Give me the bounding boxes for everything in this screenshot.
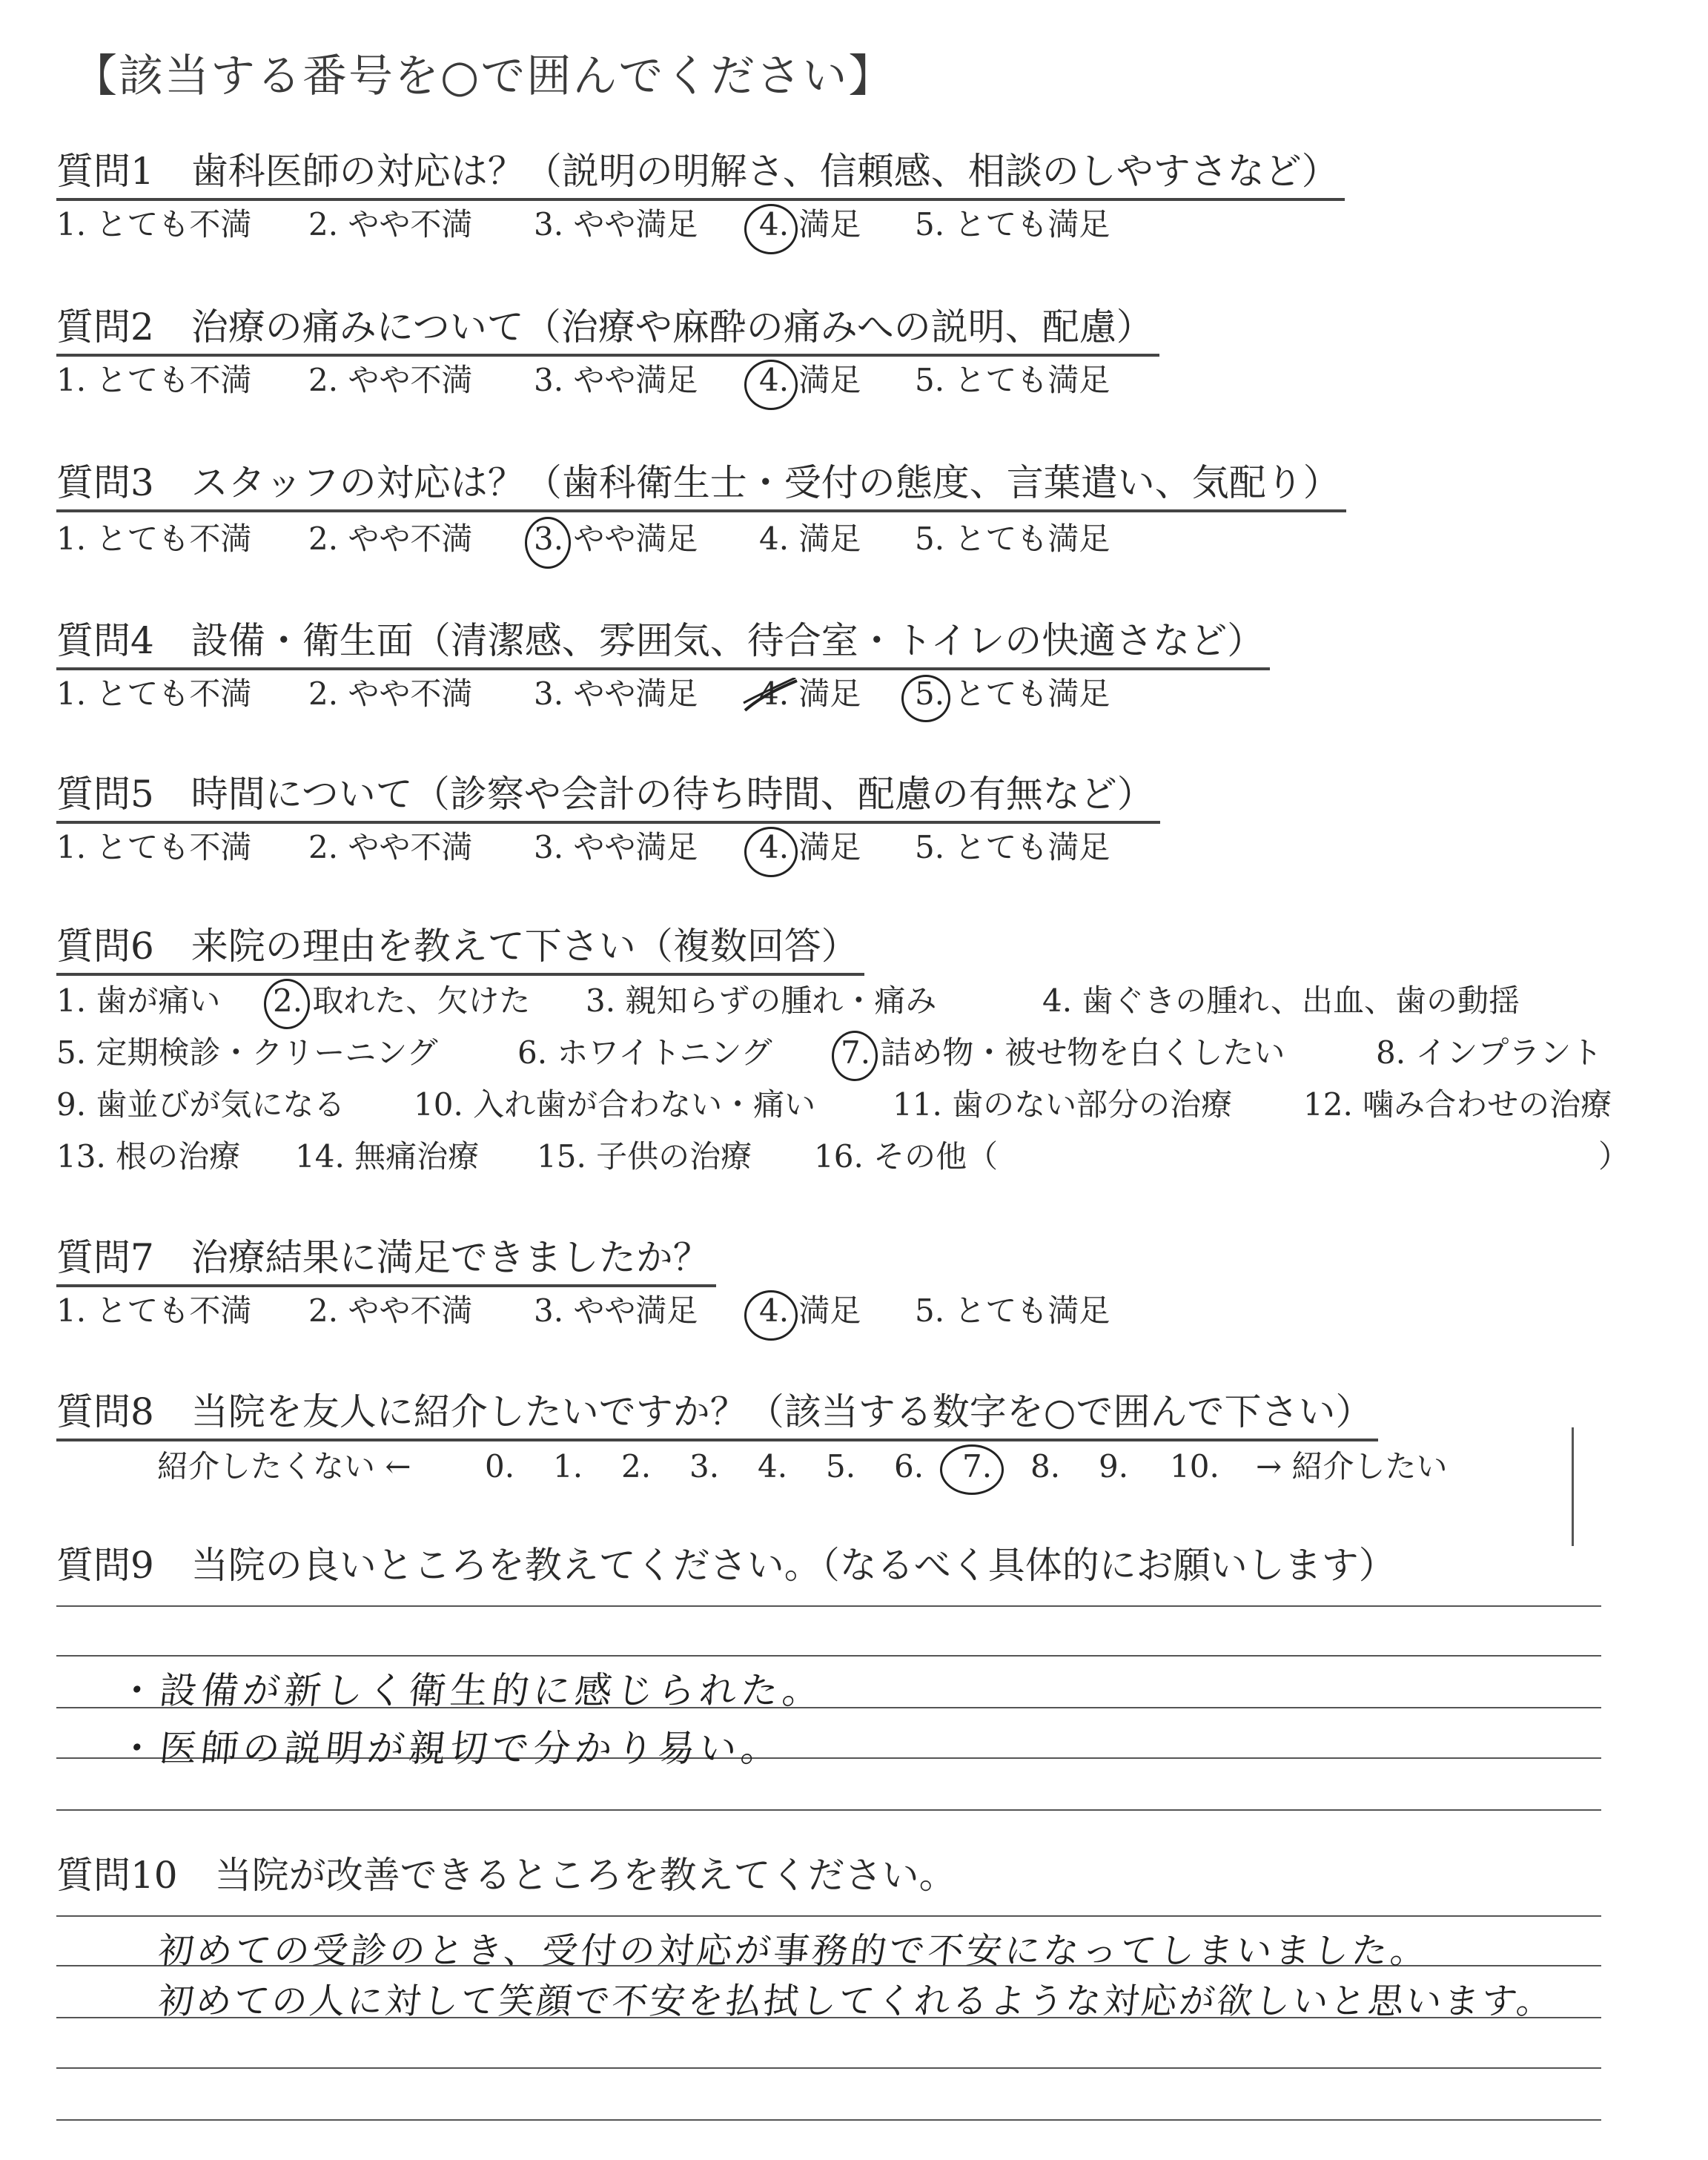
- score-6[interactable]: 6.: [894, 1448, 924, 1484]
- reason-7[interactable]: 7. 詰め物・被せ物を白くしたい: [841, 1034, 1285, 1071]
- option-2[interactable]: 2. やや不満: [308, 206, 473, 242]
- other-close-paren: ）: [1598, 1138, 1630, 1175]
- option-5[interactable]: 5. とても満足: [915, 676, 1110, 712]
- handwritten-answer: ・設備が新しく衛生的に感じられた。: [116, 1669, 827, 1712]
- option-4[interactable]: 4. 満足: [759, 829, 861, 865]
- selection-circle: [744, 360, 798, 410]
- reason-9[interactable]: 9. 歯並びが気になる: [56, 1086, 345, 1123]
- selection-circle: [901, 675, 950, 722]
- reason-10[interactable]: 10. 入れ歯が合わない・痛い: [414, 1086, 816, 1123]
- question-3: [56, 456, 1672, 557]
- question-2: [56, 300, 1672, 398]
- option-3[interactable]: 3. やや満足: [534, 362, 698, 398]
- option-3[interactable]: 3. やや満足: [534, 1292, 698, 1329]
- page-heading: 【該当する番号を○で囲んでください】: [73, 50, 895, 102]
- question-2-title: 質問2 治療の痛みについて（治療や麻酔の痛みへの説明、配慮）: [56, 300, 1159, 357]
- option-1[interactable]: 1. とても不満: [56, 829, 252, 865]
- score-5[interactable]: 5.: [826, 1448, 856, 1484]
- selection-circle: [264, 979, 310, 1029]
- option-2[interactable]: 2. やや不満: [308, 362, 473, 398]
- option-2[interactable]: 2. やや不満: [308, 829, 473, 865]
- answer-rule: [56, 1655, 1601, 1657]
- score-3[interactable]: 3.: [689, 1448, 720, 1484]
- reason-3[interactable]: 3. 親知らずの腫れ・痛み: [586, 982, 937, 1019]
- reason-12[interactable]: 12. 噛み合わせの治療: [1303, 1086, 1612, 1123]
- answer-rule: [56, 2067, 1601, 2069]
- score-2[interactable]: 2.: [621, 1448, 652, 1484]
- reason-14[interactable]: 14. 無痛治療: [295, 1138, 480, 1175]
- reason-13[interactable]: 13. 根の治療: [56, 1138, 241, 1175]
- question-1-title: 質問1 歯科医師の対応は？（説明の明解さ、信頼感、相談のしやすさなど）: [56, 145, 1345, 201]
- handwritten-answer: ・医師の説明が親切で分かり易い。: [116, 1727, 785, 1770]
- question-10-title: 質問10 当院が改善できるところを教えてください。: [56, 1854, 956, 1897]
- reason-16[interactable]: 16. その他（: [814, 1138, 999, 1175]
- reason-4[interactable]: 4. 歯ぐきの腫れ、出血、歯の動揺: [1042, 982, 1520, 1019]
- option-3[interactable]: 3. やや満足: [534, 521, 698, 557]
- selection-circle: [744, 204, 798, 254]
- reason-11[interactable]: 11. 歯のない部分の治療: [893, 1086, 1233, 1123]
- option-4[interactable]: 4. 満足: [759, 206, 861, 242]
- option-4[interactable]: 4. 満足: [759, 676, 861, 712]
- option-3[interactable]: 3. やや満足: [534, 676, 698, 712]
- scale-right-label: → 紹介したい: [1256, 1448, 1448, 1484]
- scale-left-label: 紹介したくない ←: [157, 1448, 411, 1484]
- option-5[interactable]: 5. とても満足: [915, 206, 1110, 242]
- score-4[interactable]: 4.: [758, 1448, 788, 1484]
- question-8-title: 質問8 当院を友人に紹介したいですか？（該当する数字を○で囲んで下さい）: [56, 1385, 1378, 1441]
- reason-15[interactable]: 15. 子供の治療: [537, 1138, 752, 1175]
- score-1[interactable]: 1.: [553, 1448, 583, 1484]
- option-5[interactable]: 5. とても満足: [915, 521, 1110, 557]
- selection-circle: [525, 517, 571, 569]
- question-9: [56, 1539, 1672, 1592]
- selection-circle: [832, 1031, 878, 1081]
- crossed-out-mark: [742, 678, 801, 715]
- option-4[interactable]: 4. 満足: [759, 362, 861, 398]
- option-3[interactable]: 3. やや満足: [534, 206, 698, 242]
- option-1[interactable]: 1. とても不満: [56, 521, 252, 557]
- question-5: [56, 767, 1672, 865]
- selection-circle: [744, 1290, 798, 1341]
- option-3[interactable]: 3. やや満足: [534, 829, 698, 865]
- option-4[interactable]: 4. 満足: [759, 1292, 861, 1329]
- handwritten-answer: 初めての受診のとき、受付の対応が事務的で不安になってしまいました。: [156, 1930, 1431, 1972]
- question-3-title: 質問3 スタッフの対応は？（歯科衛生士・受付の態度、言葉遣い、気配り）: [56, 456, 1346, 512]
- question-6: [56, 919, 1672, 1175]
- option-5[interactable]: 5. とても満足: [915, 362, 1110, 398]
- score-10[interactable]: 10.: [1170, 1448, 1219, 1484]
- score-0[interactable]: 0.: [485, 1448, 515, 1484]
- option-2[interactable]: 2. やや不満: [308, 1292, 473, 1329]
- question-7-title: 質問7 治療結果に満足できましたか？: [56, 1231, 716, 1287]
- question-4-title: 質問4 設備・衛生面（清潔感、雰囲気、待合室・トイレの快適さなど）: [56, 614, 1270, 670]
- question-8: [56, 1385, 1672, 1484]
- option-1[interactable]: 1. とても不満: [56, 1292, 252, 1329]
- answer-rule: [56, 1809, 1601, 1811]
- option-1[interactable]: 1. とても不満: [56, 676, 252, 712]
- option-2[interactable]: 2. やや不満: [308, 521, 473, 557]
- score-9[interactable]: 9.: [1099, 1448, 1129, 1484]
- question-9-title: 質問9 当院の良いところを教えてください。（なるべく具体的にお願いします）: [56, 1544, 1396, 1587]
- reason-2[interactable]: 2. 取れた、欠けた: [273, 982, 531, 1019]
- answer-rule: [56, 2119, 1601, 2121]
- handwritten-answer: 初めての人に対して笑顔で不安を払拭してくれるような対応が欲しいと思います。: [156, 1981, 1557, 2022]
- reason-1[interactable]: 1. 歯が痛い: [56, 982, 221, 1019]
- question-7: [56, 1231, 1672, 1329]
- question-1: [56, 145, 1672, 242]
- question-10: [56, 1849, 1672, 1902]
- answer-rule: [56, 1605, 1601, 1607]
- question-6-title: 質問6 来院の理由を教えて下さい（複数回答）: [56, 919, 864, 976]
- score-7[interactable]: 7.: [962, 1448, 993, 1484]
- margin-rule: [1572, 1427, 1574, 1546]
- question-5-title: 質問5 時間について（診察や会計の待ち時間、配慮の有無など）: [56, 767, 1160, 824]
- option-1[interactable]: 1. とても不満: [56, 206, 252, 242]
- answer-rule: [56, 1915, 1601, 1917]
- score-8[interactable]: 8.: [1030, 1448, 1061, 1484]
- option-5[interactable]: 5. とても満足: [915, 829, 1110, 865]
- reason-6[interactable]: 6. ホワイトニング: [517, 1034, 772, 1071]
- option-4[interactable]: 4. 満足: [759, 521, 861, 557]
- question-4: [56, 614, 1672, 712]
- reason-5[interactable]: 5. 定期検診・クリーニング: [56, 1034, 438, 1071]
- selection-circle: [744, 827, 798, 877]
- option-1[interactable]: 1. とても不満: [56, 362, 252, 398]
- selection-circle: [940, 1444, 1004, 1495]
- reason-8[interactable]: 8. インプラント: [1376, 1034, 1603, 1071]
- option-5[interactable]: 5. とても満足: [915, 1292, 1110, 1329]
- option-2[interactable]: 2. やや不満: [308, 676, 473, 712]
